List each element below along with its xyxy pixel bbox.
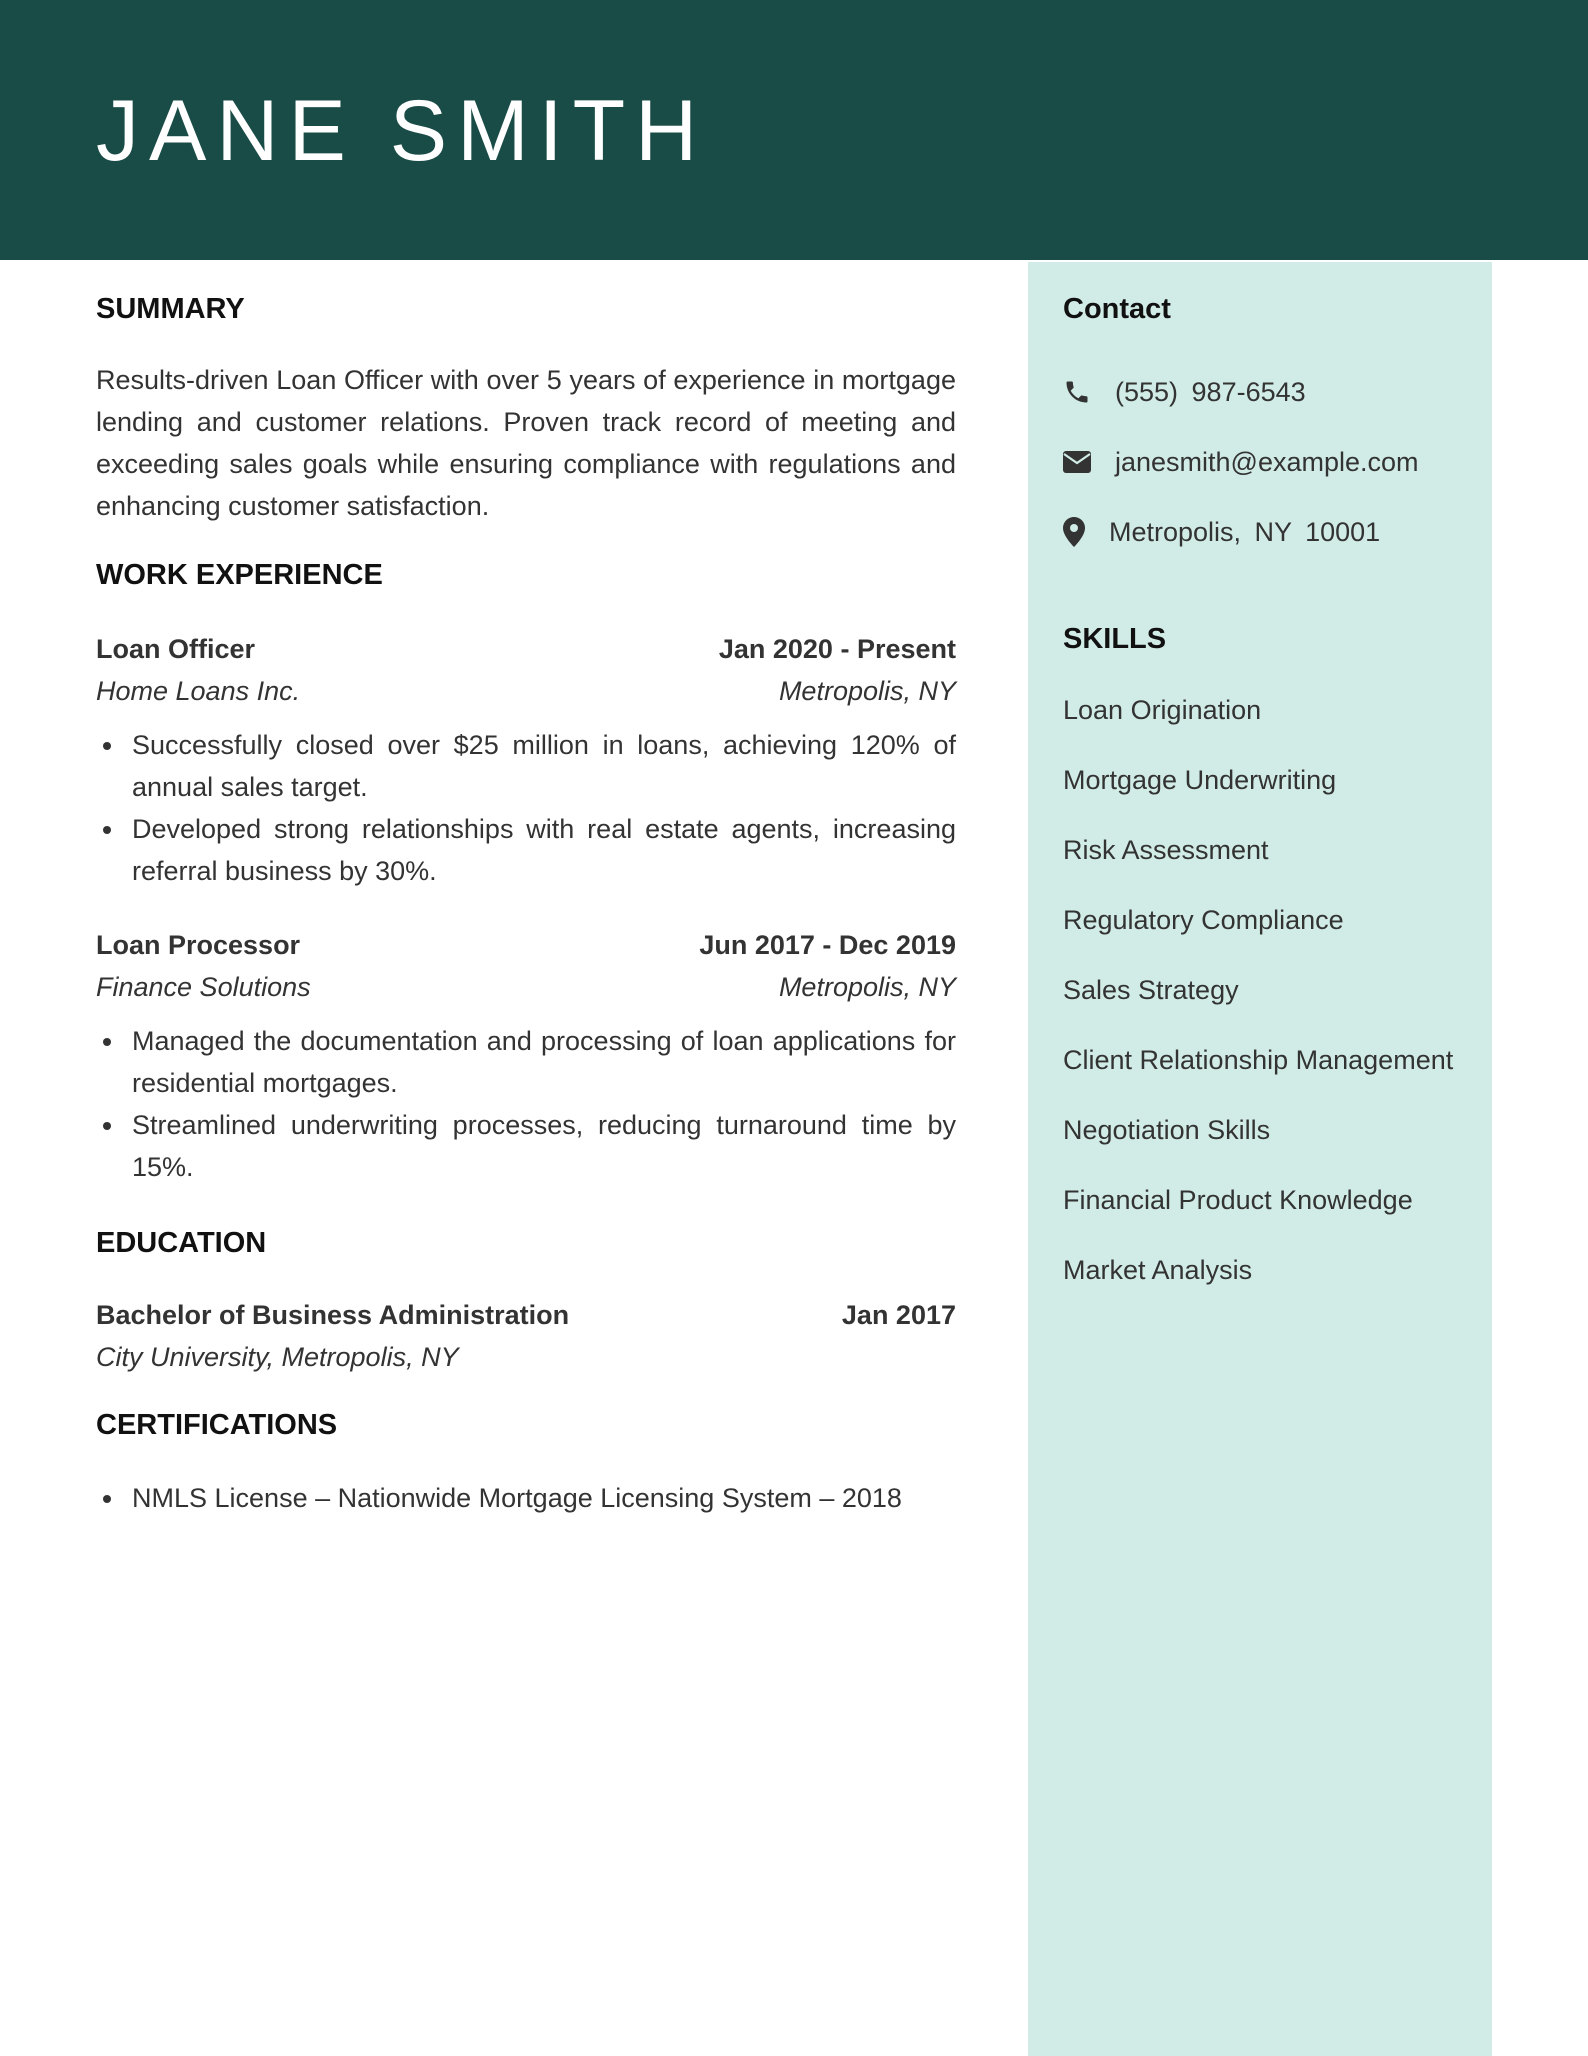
skill-item: Regulatory Compliance [1063, 905, 1344, 935]
job-dates: Jan 2020 - Present [718, 634, 956, 664]
candidate-name: JANE SMITH [96, 83, 708, 179]
job-entry [96, 628, 956, 892]
education-title: EDUCATION [96, 1227, 267, 1259]
job-bullet: Successfully closed over $25 million in loans, achieving 120% of annual sales target. [96, 724, 956, 808]
certifications-section [96, 1408, 956, 1443]
summary-text: Results-driven Loan Officer with over 5 years of experience in mortgage lending and customer relations. Proven track record of meeting and exceeding sales goals while ensuring compliance with regulations and enhancing customer satisfaction. [96, 365, 956, 521]
job-bullets [96, 724, 956, 892]
envelope-icon [1063, 445, 1097, 479]
contact-section [1063, 292, 1171, 327]
experience-title: WORK EXPERIENCE [96, 559, 383, 591]
skill-item: Financial Product Knowledge [1063, 1185, 1413, 1215]
job-company: Home Loans Inc. [96, 676, 301, 706]
skills-title: SKILLS [1063, 623, 1167, 655]
job-location: Metropolis, NY [778, 972, 956, 1002]
job-bullet: Streamlined underwriting processes, reducing turnaround time by 15%. [96, 1104, 956, 1188]
summary-title: SUMMARY [96, 293, 245, 325]
job-bullet: Managed the documentation and processing of loan applications for residential mortgages. [96, 1020, 956, 1104]
job-location: Metropolis, NY [778, 676, 956, 706]
job-role: Loan Processor [96, 930, 301, 960]
phone-icon [1063, 375, 1097, 409]
email-address[interactable]: janesmith@example.com [1115, 446, 1419, 477]
skill-item: Sales Strategy [1063, 975, 1239, 1005]
certifications-title: CERTIFICATIONS [96, 1409, 338, 1441]
skill-item: Loan Origination [1063, 695, 1262, 725]
phone-number[interactable]: (555) 987-6543 [1115, 376, 1306, 407]
location-text: Metropolis, NY 10001 [1109, 516, 1381, 547]
job-header [96, 924, 956, 966]
education-subheader [96, 1336, 956, 1378]
job-bullets [96, 1020, 956, 1188]
job-company: Finance Solutions [96, 972, 311, 1002]
summary-section [96, 292, 956, 327]
job-bullet: Developed strong relationships with real estate agents, increasing referral business by 30%. [96, 808, 956, 892]
education-section [96, 1226, 956, 1261]
skill-item: Negotiation Skills [1063, 1115, 1271, 1145]
certification-item: NMLS License – Nationwide Mortgage Licensing System – 2018 [96, 1477, 956, 1519]
certifications-list [96, 1477, 956, 1519]
skill-item: Mortgage Underwriting [1063, 765, 1337, 795]
skill-item: Client Relationship Management [1063, 1045, 1454, 1075]
sidebar [1028, 262, 1492, 2056]
job-entry [96, 924, 956, 1188]
job-header [96, 628, 956, 670]
education-degree: Bachelor of Business Administration [96, 1300, 570, 1330]
contact-location [1063, 512, 1380, 552]
skills-section [1063, 622, 1166, 657]
job-subheader [96, 966, 956, 1008]
skill-item: Market Analysis [1063, 1255, 1253, 1285]
education-school: City University, Metropolis, NY [96, 1342, 459, 1372]
contact-phone [1063, 372, 1306, 412]
header-banner [0, 0, 1588, 260]
job-dates: Jun 2017 - Dec 2019 [699, 930, 956, 960]
contact-email [1063, 442, 1419, 482]
contact-title: Contact [1063, 293, 1171, 325]
education-date: Jan 2017 [841, 1300, 956, 1330]
job-subheader [96, 670, 956, 712]
education-header [96, 1294, 956, 1336]
map-pin-icon [1063, 515, 1097, 549]
experience-section [96, 558, 956, 593]
education-entry [96, 1294, 956, 1378]
job-role: Loan Officer [96, 634, 256, 664]
skill-item: Risk Assessment [1063, 835, 1269, 865]
